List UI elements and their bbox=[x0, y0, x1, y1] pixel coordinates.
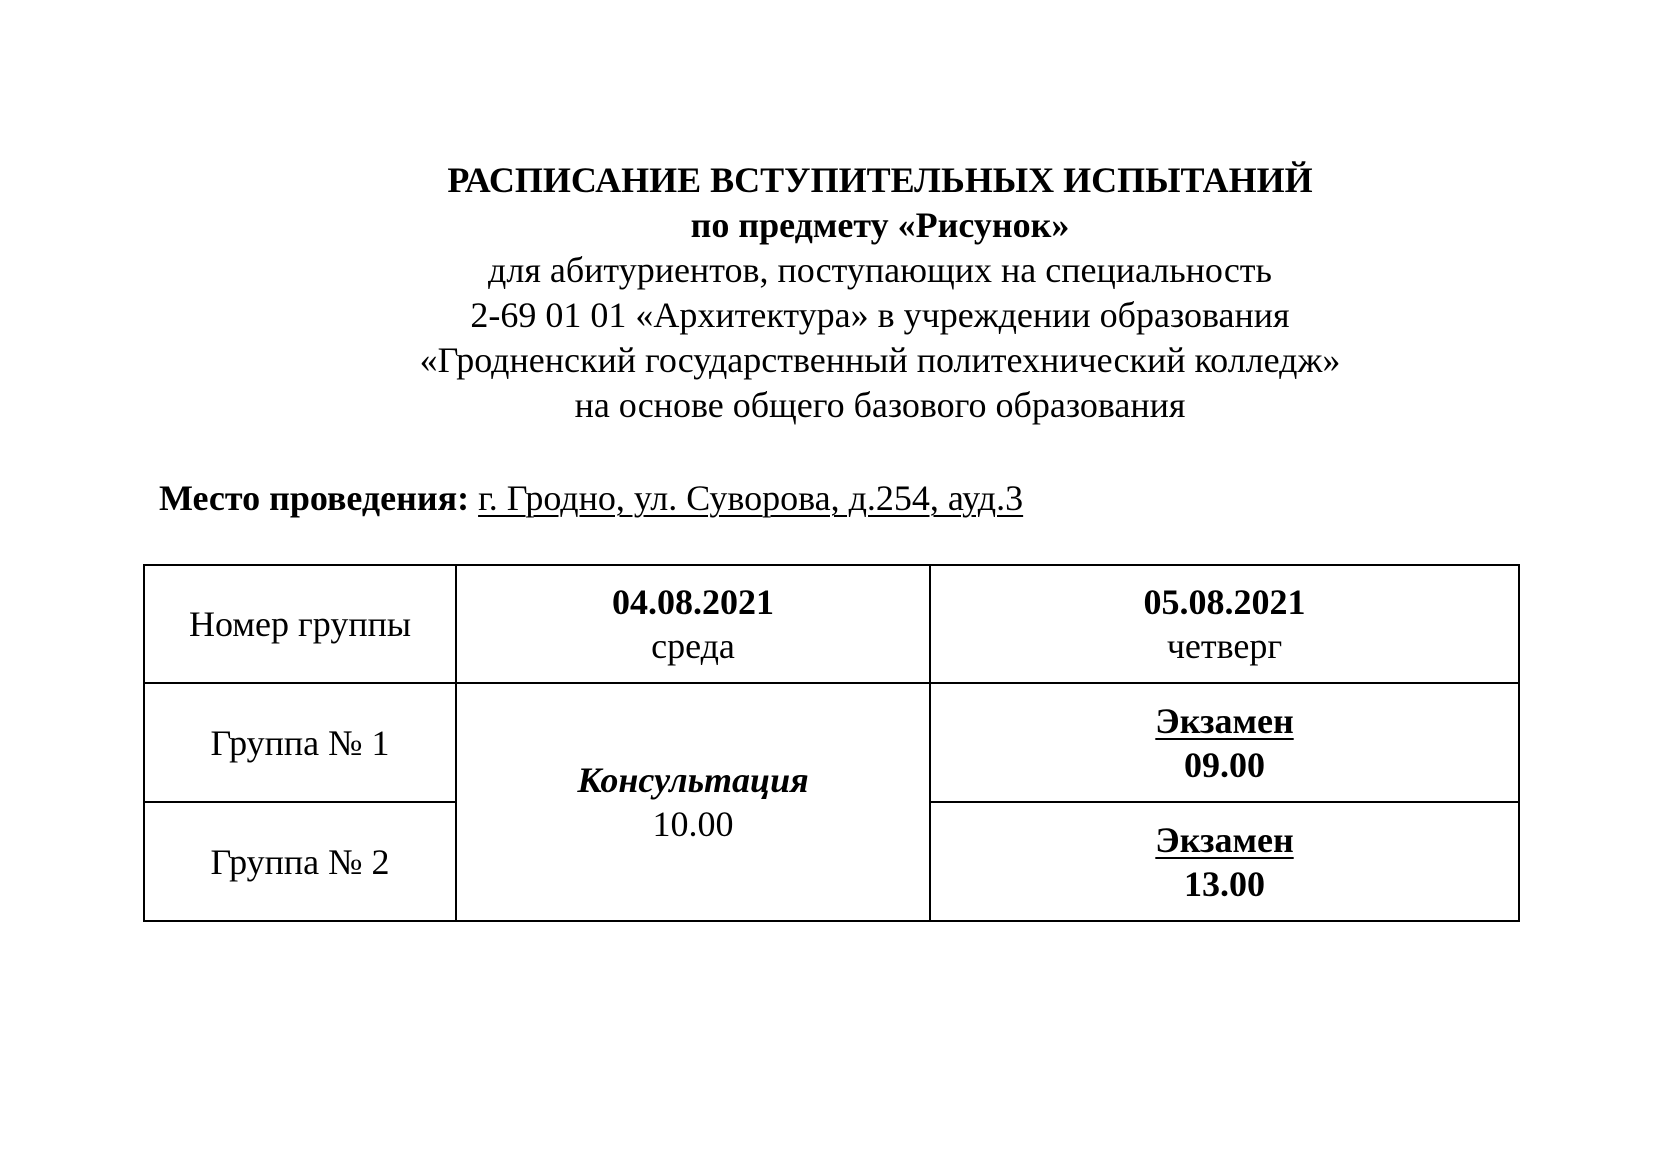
date-2: 05.08.2021 bbox=[1143, 582, 1306, 622]
table-header-row bbox=[144, 565, 1519, 683]
document-header bbox=[300, 158, 1460, 428]
venue bbox=[159, 474, 1023, 522]
header-line-college: «Гродненский государственный политехнический колледж» bbox=[419, 340, 1341, 380]
venue-label: Место проведения: bbox=[159, 478, 470, 518]
schedule-table bbox=[143, 564, 1520, 922]
header-line-basis: на основе общего базового образования bbox=[574, 385, 1186, 425]
venue-address: г. Гродно, ул. Суворова, д.254, ауд.3 bbox=[478, 478, 1024, 518]
table-row bbox=[144, 683, 1519, 802]
document-title: РАСПИСАНИЕ ВСТУПИТЕЛЬНЫХ ИСПЫТАНИЙ bbox=[447, 160, 1313, 200]
group-1-name: Группа № 1 bbox=[144, 683, 456, 802]
header-line-specialty: 2-69 01 01 «Архитектура» в учреждении образования bbox=[470, 295, 1290, 335]
date-header-1 bbox=[456, 565, 930, 683]
group-1-exam-label: Экзамен bbox=[1155, 700, 1294, 741]
group-column-header: Номер группы bbox=[144, 565, 456, 683]
group-2-exam-label: Экзамен bbox=[1155, 819, 1294, 860]
consultation-cell bbox=[456, 683, 930, 921]
group-2-exam-time: 13.00 bbox=[1184, 863, 1265, 904]
date-header-2 bbox=[930, 565, 1519, 683]
group-1-exam-time: 09.00 bbox=[1184, 744, 1265, 785]
subject-line: по предмету «Рисунок» bbox=[690, 205, 1070, 245]
weekday-2: четверг bbox=[1166, 626, 1283, 666]
consultation-label: Консультация bbox=[577, 760, 809, 800]
group-2-name: Группа № 2 bbox=[144, 802, 456, 921]
group-1-exam-cell bbox=[930, 683, 1519, 802]
date-1: 04.08.2021 bbox=[612, 582, 774, 622]
group-2-exam-cell bbox=[930, 802, 1519, 921]
header-line-applicants: для абитуриентов, поступающих на специальность bbox=[488, 250, 1272, 290]
consultation-time: 10.00 bbox=[652, 804, 734, 844]
weekday-1: среда bbox=[651, 626, 735, 666]
